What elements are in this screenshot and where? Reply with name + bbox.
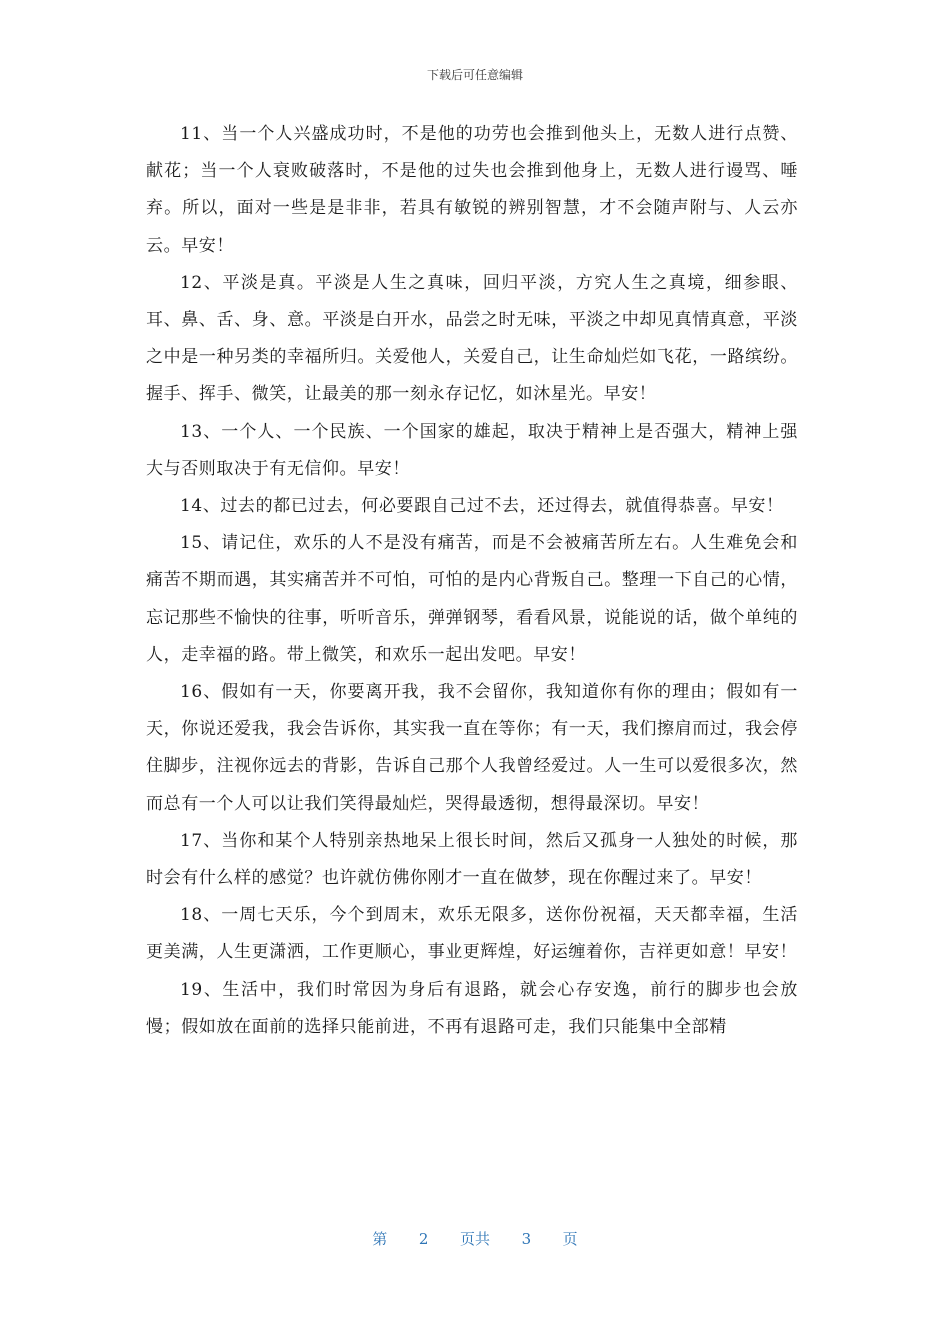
paragraph-18: 18、一周七天乐，今个到周末，欢乐无限多，送你份祝福，天天都幸福，生活更美满，人生更潇洒，工作更顺心，事业更辉煌，好运缠着你，吉祥更如意！早安！ [146,905,798,963]
page-header: 下载后可任意编辑 [426,68,523,82]
paragraph-11: 11、当一个人兴盛成功时，不是他的功劳也会推到他头上，无数人进行点赞、献花；当一个人衰败破落时，不是他的过失也会推到他身上，无数人进行谩骂、唾弃。所以，面对一些是是非非，若具有敏锐的辨别智慧，才不会随声附与、人云亦云。早安！ [146,124,798,256]
footer-prefix: 第 [372,1230,388,1248]
paragraph-19: 19、生活中，我们时常因为身后有退路，就会心存安逸，前行的脚步也会放慢；假如放在面前的选择只能前进，不再有退路可走，我们只能集中全部精 [146,979,798,1037]
footer-middle: 页共 [459,1230,490,1248]
current-page-number: 2 [418,1230,429,1248]
paragraph-12: 12、平淡是真。平淡是人生之真味，回归平淡，方究人生之真境，细参眼、耳、鼻、舌、身、意。平淡是白开水，品尝之时无味，平淡之中却见真情真意，平淡之中是一种另类的幸福所归。关爱他人，关爱自己，让生命灿烂如飞花，一路缤纷。握手、挥手、微笑，让最美的那一刻永存记忆，如沐星光。早安！ [146,272,798,405]
paragraph-15: 15、请记住，欢乐的人不是没有痛苦，而是不会被痛苦所左右。人生难免会和痛苦不期而遇，其实痛苦并不可怕，可怕的是内心背叛自己。整理一下自己的心情，忘记那些不愉快的往事，听听音乐，弹弹钢琴，看看风景，说能说的话，做个单纯的人，走幸福的路。带上微笑，和欢乐一起出发吧。早安！ [146,533,798,665]
paragraph-16: 16、假如有一天，你要离开我，我不会留你，我知道你有你的理由；假如有一天，你说还爱我，我会告诉你，其实我一直在等你；有一天，我们擦肩而过，我会停住脚步，注视你远去的背影，告诉自己那个人我曾经爱过。人一生可以爱很多次，然而总有一个人可以让我们笑得最灿烂，哭得最透彻，想得最深切。早安！ [146,682,798,814]
page-footer [0,1228,950,1249]
paragraph-17: 17、当你和某个人特别亲热地呆上很长时间，然后又孤身一人独处的时候，那时会有什么样的感觉？也许就仿佛你刚才一直在做梦，现在你醒过来了。早安！ [146,830,798,889]
document-body [146,116,798,1046]
paragraph-13: 13、一个人、一个民族、一个国家的雄起，取决于精神上是否强大，精神上强大与否则取决于有无信仰。早安！ [146,421,798,479]
footer-suffix: 页 [562,1230,578,1248]
paragraph-14: 14、过去的都已过去，何必要跟自己过不去，还过得去，就值得恭喜。早安！ [180,496,784,517]
total-pages-number: 3 [521,1230,532,1248]
